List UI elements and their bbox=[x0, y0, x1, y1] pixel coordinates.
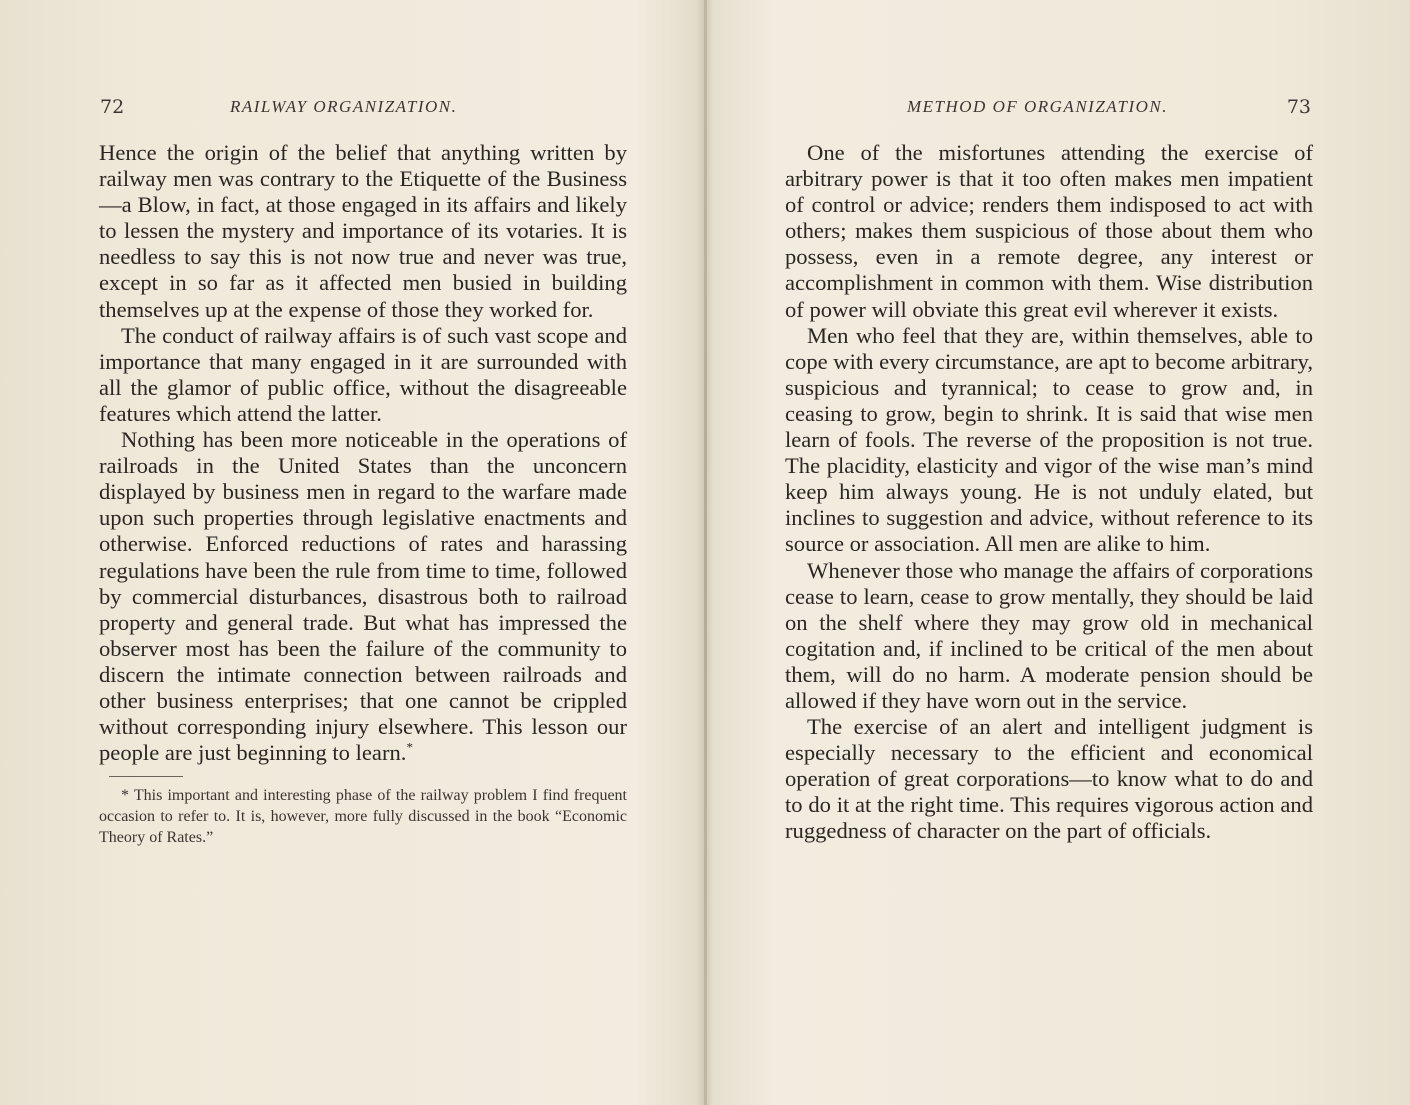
footnote-divider bbox=[109, 776, 183, 777]
paragraph: The exercise of an alert and intelligent judgment is especially necessary to the efficient and economical operation of great corporations—to know what to do and to do it at the right time. This requires vigorous action and ruggedness of character on the part of officials. bbox=[785, 714, 1313, 844]
paragraph: Men who feel that they are, within themselves, able to cope with every circumstance, are apt to become arbitrary, suspicious and tyrannical; to cease to grow and, in ceasing to grow, begin to shrink. It is said that wise men learn of fools. The reverse of the proposition is not true. The placidity, elasticity and vigor of the wise man’s mind keep him always young. He is not unduly elated, but inclines to suggestion and advice, without reference to its source or association. All men are alike to him. bbox=[785, 322, 1313, 557]
right-running-head bbox=[785, 92, 1313, 122]
right-running-title: METHOD OF ORGANIZATION. bbox=[907, 97, 1169, 116]
footnote: * This important and interesting phase of the railway problem I find frequent occasion to refer to. It is, however, more fully discussed in the book “Economic Theory of Rates.” bbox=[99, 787, 627, 847]
left-page bbox=[99, 92, 627, 848]
book-gutter bbox=[704, 0, 707, 1105]
paragraph: Hence the origin of the belief that anything written by railway men was contrary to the Etiquette of the Business—a Blow, in fact, at those engaged in its affairs and likely to lessen the mystery and importance of its votaries. It is needless to say this is not now true and never was true, except in so far as it affected men busied in building themselves up at the expense of those they worked for. bbox=[99, 140, 627, 322]
left-page-number: 72 bbox=[100, 96, 125, 118]
right-page bbox=[785, 92, 1313, 845]
footnote-marker: * bbox=[406, 739, 413, 755]
paragraph: The conduct of railway affairs is of such vast scope and importance that many engaged in it are surrounded with all the glamor of public office, without the disagreeable features which attend the latter. bbox=[99, 322, 627, 426]
right-body-text bbox=[785, 140, 1313, 845]
paragraph-text: Nothing has been more noticeable in the operations of railroads in the United States than the unconcern displayed by business men in regard to the warfare made upon such properties through legislative enactments and otherwise. Enforced reductions of rates and harassing regulations have been the rule from time to time, followed by commercial disturbances, disastrous both to railroad property and general trade. But what has impressed the observer most has been the failure of the community to discern the intimate connection between railroads and other business enterprises; that one cannot be crippled without corresponding injury elsewhere. This lesson our people are just beginning to learn. bbox=[99, 427, 627, 766]
paragraph bbox=[99, 427, 627, 766]
left-running-title: RAILWAY ORGANIZATION. bbox=[230, 97, 458, 116]
paragraph: One of the misfortunes attending the exercise of arbitrary power is that it too often makes men impatient of control or advice; renders them indisposed to act with others; makes them suspicious of those about them who possess, even in a remote degree, any interest or accomplishment in common with them. Wise distribution of power will obviate this great evil wherever it exists. bbox=[785, 140, 1313, 322]
left-running-head bbox=[99, 92, 627, 122]
right-page-number: 73 bbox=[1286, 96, 1311, 118]
paragraph: Whenever those who manage the affairs of corporations cease to learn, cease to grow mentally, they should be laid on the shelf where they may grow old in mechanical cogitation and, if inclined to be critical of the men about them, will do no harm. A moderate pension should be allowed if they have worn out in the service. bbox=[785, 557, 1313, 713]
left-body-text bbox=[99, 140, 627, 766]
